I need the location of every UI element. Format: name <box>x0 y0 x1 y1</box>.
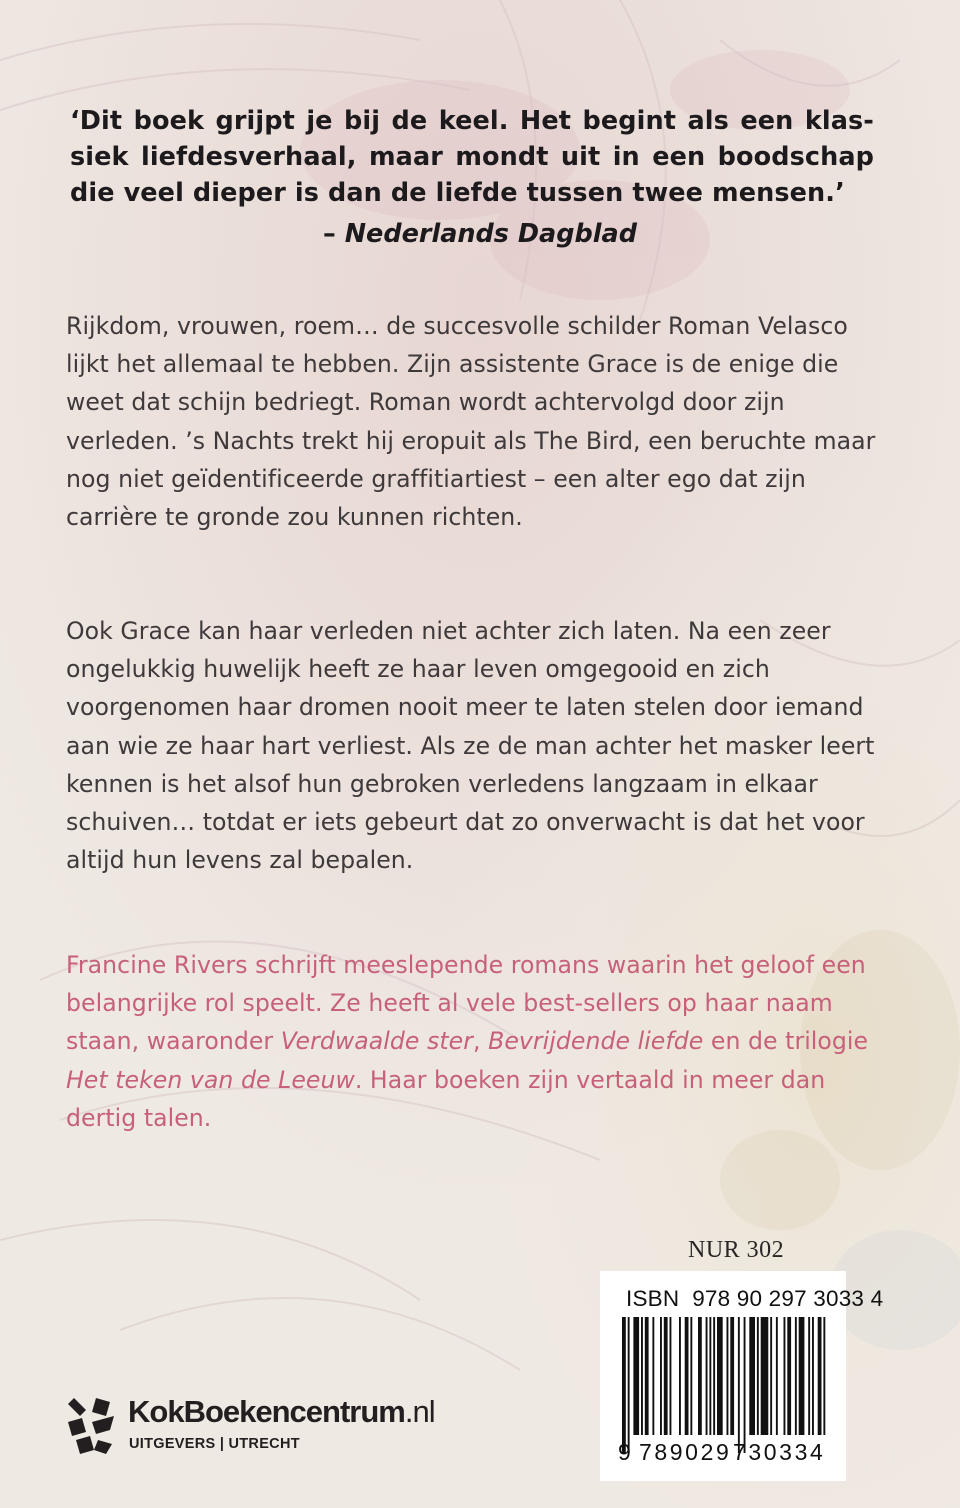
barcode-bar <box>808 1317 810 1435</box>
barcode-bar <box>679 1317 681 1435</box>
barcode-bar <box>757 1317 759 1435</box>
author-bio-text-3: . Haar boeken zijn vertaald in meer dan dertig talen. <box>66 1065 826 1132</box>
barcode-bar <box>761 1317 769 1435</box>
barcode-bar <box>795 1317 797 1435</box>
barcode-bar <box>652 1317 654 1435</box>
synopsis-paragraph-1: Rijkdom, vrouwen, roem… de succesvolle schilder Roman Velasco lijkt het allemaal te hebben. Zijn assistente Grace is de enige die weet dat schijn bedriegt. Roman wordt achtervolgd door zijn verleden. ’s Nachts trekt hij eropuit als The Bird, een beruchte maar nog niet geïdentificeerde graffitiartiest – een alter ego dat zijn carrière te gronde zou kunnen richten. <box>66 312 876 532</box>
barcode-bar <box>776 1317 778 1435</box>
author-bio-sep: , <box>472 1027 489 1056</box>
book-title-3: Het teken van de Leeuw <box>66 1065 355 1094</box>
barcode-bar <box>717 1317 723 1435</box>
barcode-bar <box>645 1317 649 1435</box>
review-source <box>0 216 960 252</box>
barcode-bar <box>784 1317 786 1435</box>
barcode-bar <box>698 1317 702 1435</box>
publisher-name <box>128 1394 435 1430</box>
nur-code: NUR 302 <box>688 1237 785 1263</box>
author-bio-text-2: en de trilogie <box>703 1027 869 1056</box>
publisher-name-suffix: .nl <box>404 1394 435 1429</box>
barcode-bar <box>641 1317 643 1435</box>
review-quote: ‘Dit boek grijpt je bij de keel. Het begint als een klas-siek liefdesverhaal, maar mondt uit in een boodschap die veel dieper is dan de liefde tussen twee mensen.’ <box>70 106 874 208</box>
review-source-dash: – <box>323 219 345 249</box>
barcode-bar <box>670 1317 672 1435</box>
review-source-name: Nederlands Dagblad <box>344 219 637 249</box>
barcode-bar <box>633 1317 639 1435</box>
barcode-bar <box>823 1317 825 1435</box>
barcode-bar <box>664 1317 668 1435</box>
barcode-bar <box>730 1317 734 1435</box>
barcode-bar <box>622 1317 626 1453</box>
book-title-2: Bevrijdende liefde <box>488 1027 704 1056</box>
barcode-bar <box>709 1317 711 1435</box>
synopsis-paragraph-2: Ook Grace kan haar verleden niet achter zich laten. Na een zeer ongelukkig huwelijk heeft ze haar leven omgegooid en zich voorgenomen haar dromen nooit meer te laten stelen door iemand aan wie ze haar hart verliest. Als ze de man achter het masker leert kennen is het alsof hun gebroken verledens langzaam in elkaar schuiven… totdat er iets gebeurt dat zo onverwacht is dat het voor altijd hun levens zal bepalen. <box>66 617 875 875</box>
barcode-bar <box>799 1317 805 1435</box>
barcode-bar <box>690 1317 692 1435</box>
publisher-name-bold: KokBoekencentrum <box>128 1394 405 1429</box>
barcode-bar <box>818 1317 822 1435</box>
barcode-bar <box>749 1317 755 1435</box>
author-bio-text-1: Francine Rivers schrijft meeslepende romans waarin het geloof een belangrijke rol speelt. Ze heeft al vele best-sellers op haar naam staan, waaronder <box>66 951 866 1056</box>
barcode-bar <box>787 1317 791 1435</box>
barcode-bar <box>738 1317 740 1453</box>
barcode-digits-left: 789029 <box>639 1439 732 1465</box>
barcode-digits-right: 730334 <box>733 1439 826 1465</box>
publisher-logo <box>66 1388 446 1468</box>
barcode-bar <box>727 1317 729 1435</box>
barcode-bar <box>744 1317 746 1453</box>
barcode-bars <box>622 1317 826 1453</box>
barcode-bar <box>706 1317 708 1435</box>
barcode-bar <box>812 1317 814 1435</box>
publisher-mark-icon <box>66 1396 116 1456</box>
barcode-bar <box>628 1317 630 1453</box>
barcode-bar <box>713 1317 715 1435</box>
barcode-digit-first: 9 <box>618 1439 631 1465</box>
book-title-1: Verdwaalde ster <box>280 1027 473 1056</box>
author-bio <box>66 946 881 1137</box>
barcode-bar <box>685 1317 689 1435</box>
isbn-barcode <box>600 1271 884 1481</box>
isbn-label: ISBN 978 90 297 3033 4 <box>626 1286 884 1311</box>
barcode-bar <box>770 1317 772 1435</box>
publisher-subtitle: UITGEVERS | UTRECHT <box>129 1436 300 1452</box>
barcode-bar <box>660 1317 662 1435</box>
